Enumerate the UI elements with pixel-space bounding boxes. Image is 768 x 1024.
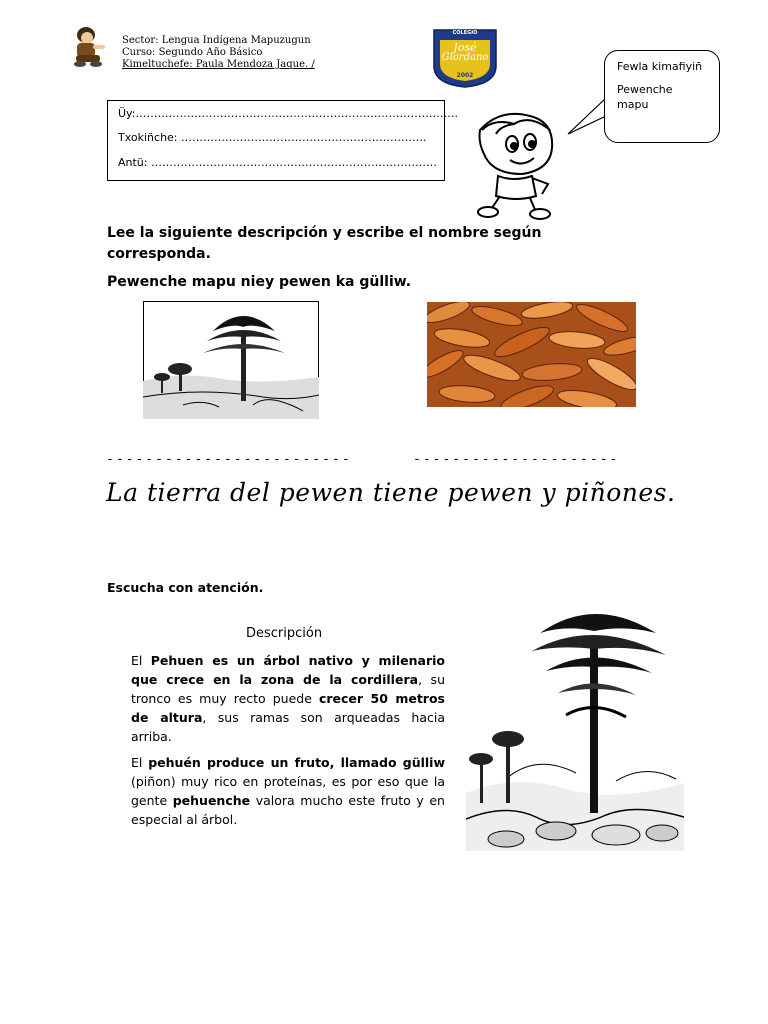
description-paragraph-1: El Pehuen es un árbol nativo y milenario que crece en la zona de la cordillera, su tronco es muy recto puede crecer 50 metros de altura, sus ramas son arqueadas hacia arriba. [131,653,445,744]
pinones-image [427,302,636,407]
mapuche-boy-icon [68,25,110,69]
class-field[interactable]: Txokiñche: …………………………………………………………. [118,131,427,144]
sector-text: Sector: Lengua Indígena Mapuzugun [122,35,311,46]
logo-name1: José [453,41,477,54]
logo-top-text: COLEGIO [452,30,478,36]
answer-line-right[interactable]: --------------------- [413,452,620,467]
handwriting-sentence: La tierra del pewen tiene pewen y piñones. [106,478,676,507]
teacher-text: Kimeltuchefe: Paula Mendoza Jaque. / [122,59,315,70]
instruction-text [107,223,587,265]
listen-heading: Escucha con atención. [107,580,264,595]
student-info-box [107,100,458,181]
araucaria-tree-illustration [143,301,319,419]
logo-year: 2002 [456,72,474,79]
school-logo [432,28,498,88]
sentence-text: Pewenche mapu niey pewen ka gülliw. [107,274,412,290]
araucaria-large-illustration [466,603,684,851]
description-title: Descripción [246,626,323,641]
header-info [122,35,315,71]
pinones-photo [427,302,636,407]
course-text: Curso: Segundo Año Básico [122,47,263,58]
cartoon-boy-icon [470,108,566,220]
speech-line-2: Pewenche mapu [617,83,673,111]
logo-name2: Giordano [441,52,489,63]
description-body [131,651,445,836]
name-field[interactable]: Üy:……………………………………………………………………………. [118,107,458,120]
instruction-content: Lee la siguiente descripción y escribe el nombre según corresponda. [107,225,542,262]
description-paragraph-2: El pehuén produce un fruto, llamado gülliw (piñon) muy rico en proteínas, es por eso que la gente pehuenche valora mucho este fruto y en especial al árbol. [131,755,445,827]
date-field[interactable]: Antü: …………………………………………………………………… [118,156,437,169]
answer-line-left[interactable]: ------------------------- [106,452,352,467]
speech-line-1: Fewla kimafiyiñ [617,60,703,73]
speech-bubble [604,50,720,143]
